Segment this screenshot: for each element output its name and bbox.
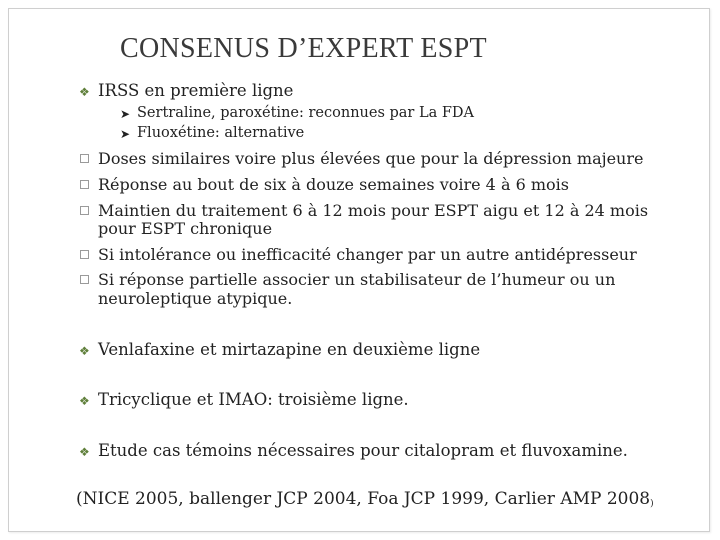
box-bullet-icon bbox=[80, 250, 89, 259]
arrow-bullet-icon: ➤ bbox=[120, 107, 131, 121]
item-reponse-partielle-line2: neuroleptique atypique. bbox=[98, 289, 293, 308]
box-bullet-icon bbox=[80, 180, 89, 189]
bullet-tricyclique: Tricyclique et IMAO: troisième ligne. bbox=[98, 390, 409, 409]
box-bullet-icon bbox=[80, 275, 89, 284]
citation-text: (NICE 2005, ballenger JCP 2004, Foa JCP 1999, Carlier AMP 2008 bbox=[76, 489, 651, 509]
bullet-etude: Etude cas témoins nécessaires pour citalopram et fluvoxamine. bbox=[98, 441, 628, 460]
sub-bullet-fluoxetine: Fluoxétine: alternative bbox=[137, 125, 305, 141]
item-reponse: Réponse au bout de six à douze semaines voire 4 à 6 mois bbox=[98, 175, 569, 194]
box-bullet-icon bbox=[80, 154, 89, 163]
diamond-bullet-icon: ❖ bbox=[79, 445, 90, 459]
sub-bullet-sertraline: Sertraline, paroxétine: reconnues par La FDA bbox=[137, 105, 475, 121]
item-reponse-partielle-line1: Si réponse partielle associer un stabilisateur de l’humeur ou un bbox=[98, 270, 616, 289]
citation bbox=[76, 489, 654, 509]
box-bullet-icon bbox=[80, 206, 89, 215]
item-maintien-line1: Maintien du traitement 6 à 12 mois pour ESPT aigu et 12 à 24 mois bbox=[98, 201, 649, 220]
arrow-bullet-icon: ➤ bbox=[120, 127, 131, 141]
item-maintien-line2: pour ESPT chronique bbox=[98, 219, 273, 238]
citation-close: ) bbox=[650, 499, 654, 509]
diamond-bullet-icon: ❖ bbox=[79, 85, 90, 99]
diamond-bullet-icon: ❖ bbox=[79, 344, 90, 358]
item-doses: Doses similaires voire plus élevées que pour la dépression majeure bbox=[98, 149, 644, 168]
slide-title: CONSENUS D’EXPERT ESPT bbox=[120, 33, 487, 64]
bullet-venlafaxine: Venlafaxine et mirtazapine en deuxième ligne bbox=[98, 340, 481, 359]
bullet-irss: IRSS en première ligne bbox=[98, 81, 294, 100]
diamond-bullet-icon: ❖ bbox=[79, 394, 90, 408]
item-intolerance: Si intolérance ou inefficacité changer par un autre antidépresseur bbox=[98, 245, 637, 264]
